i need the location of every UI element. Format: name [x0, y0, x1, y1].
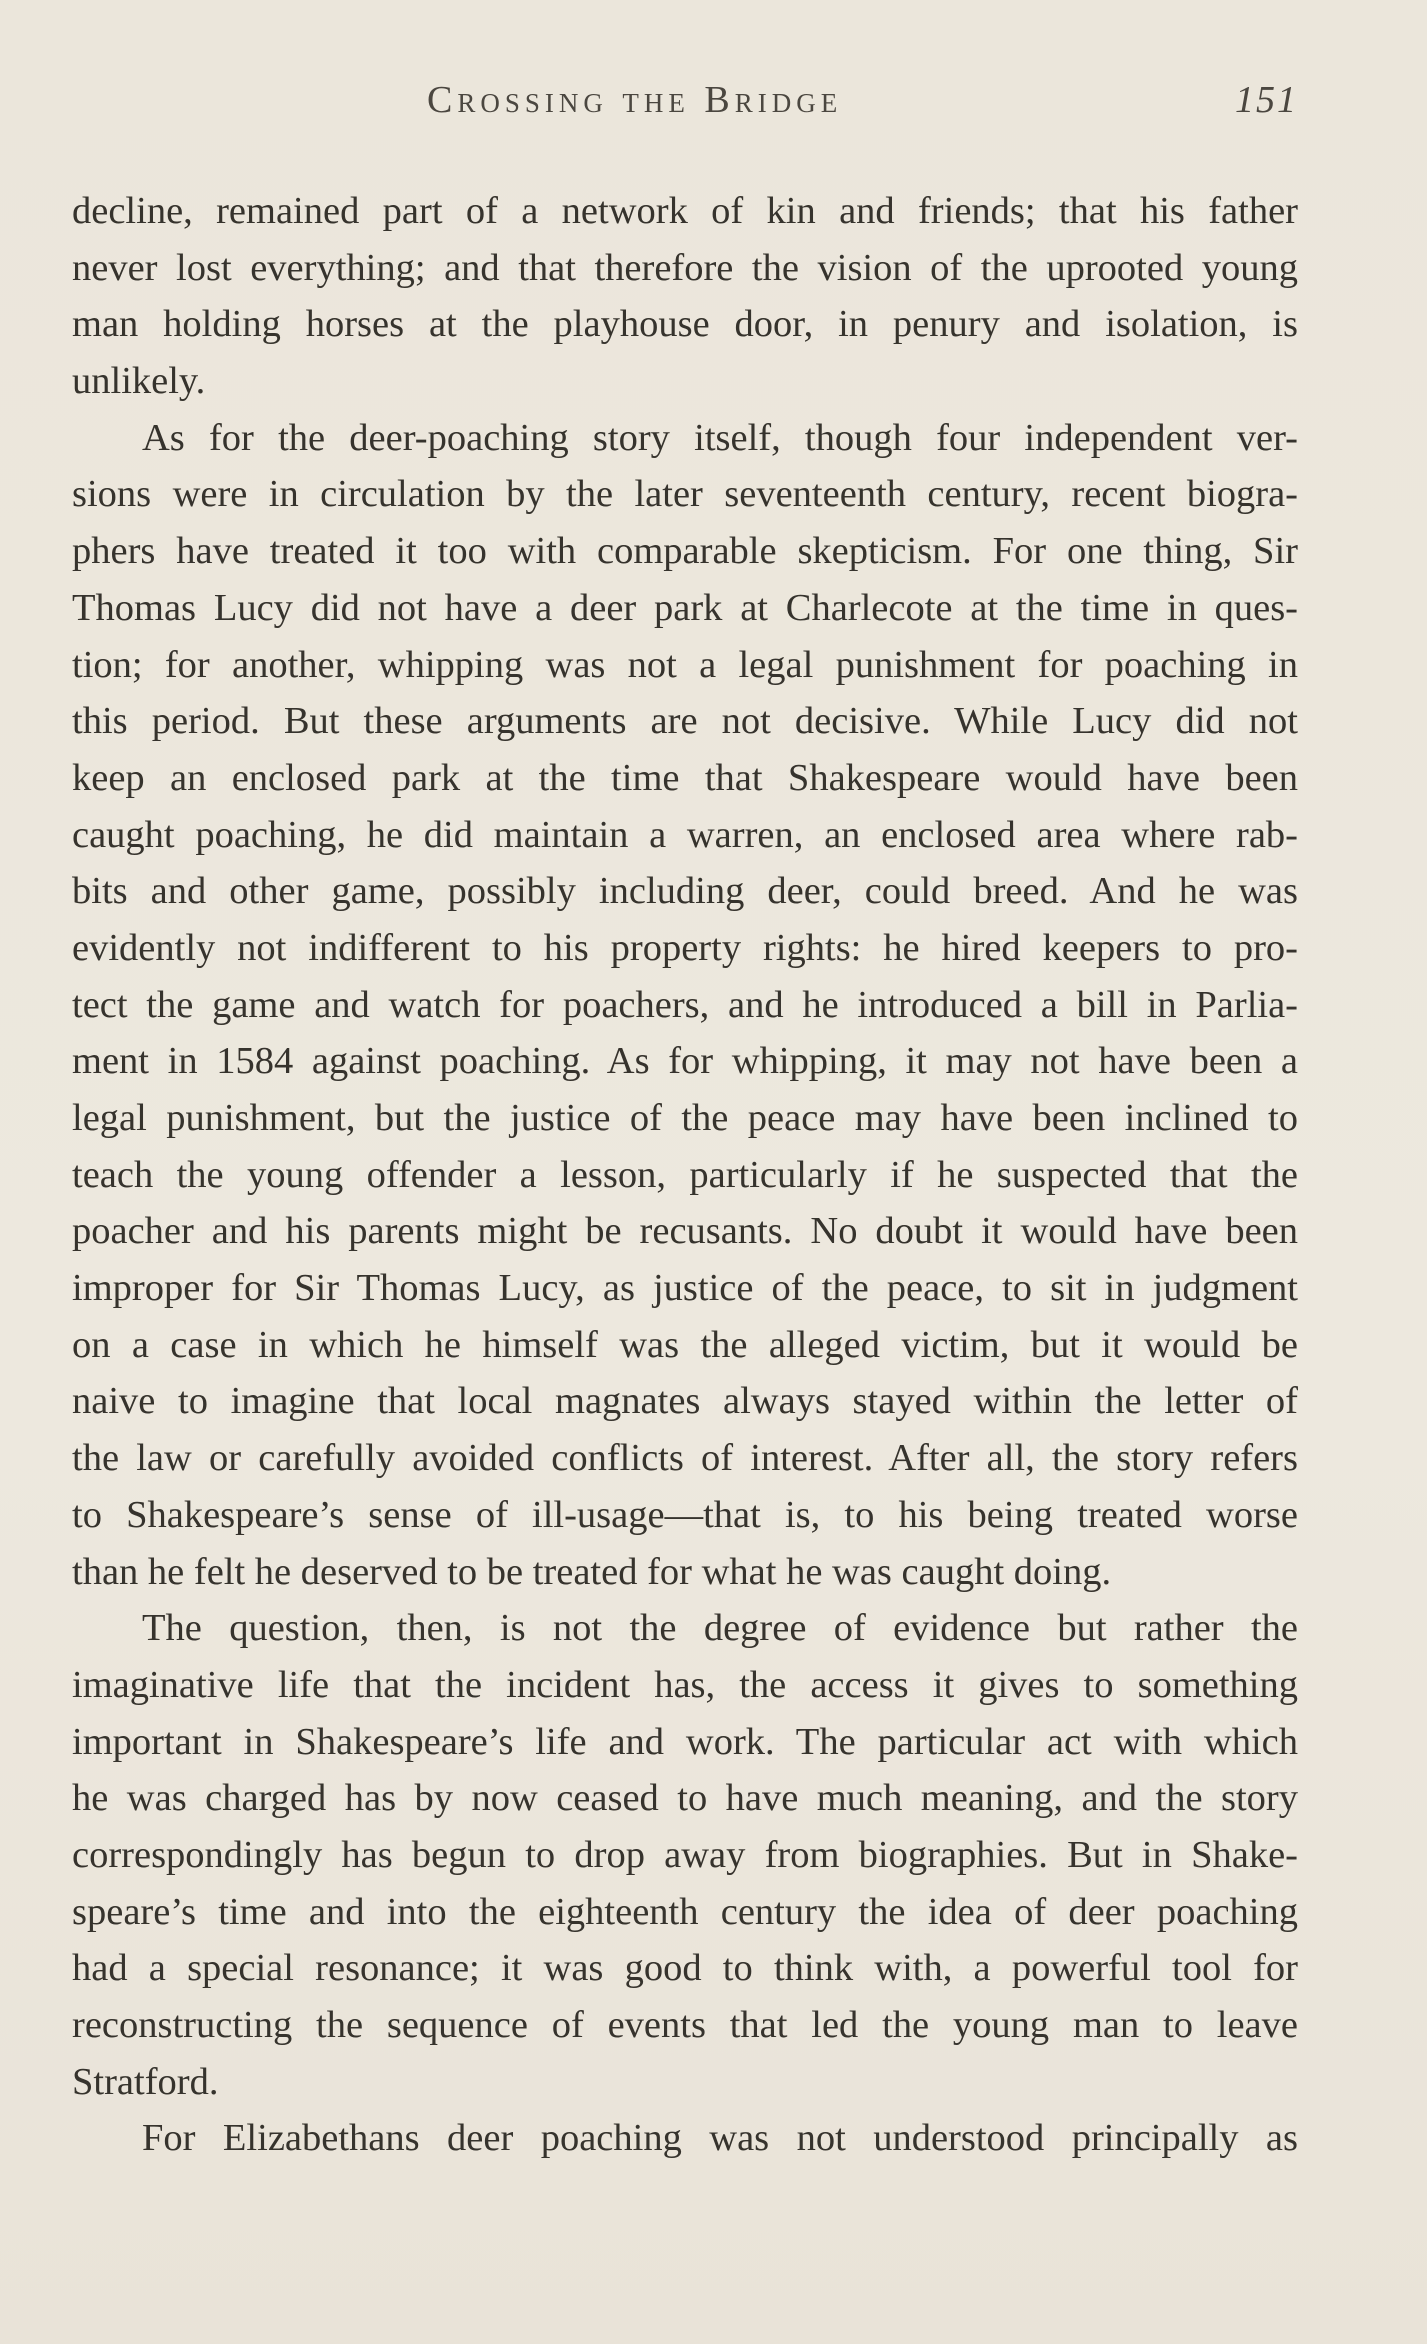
text-line: tect the game and watch for poachers, and he introduced a bill in Parlia-	[72, 983, 1298, 1026]
text-line: tion; for another, whipping was not a legal punishment for poaching in	[72, 643, 1298, 686]
body-text	[72, 183, 1298, 2167]
text-line: unlikely.	[72, 360, 206, 403]
text-line: teach the young offender a lesson, particularly if he suspected that the	[72, 1153, 1298, 1196]
running-head-title: Crossing the Bridge	[427, 79, 843, 121]
text-line: sions were in circulation by the later seventeenth century, recent biogra-	[72, 473, 1298, 516]
text-line: legal punishment, but the justice of the peace may have been inclined to	[72, 1097, 1298, 1139]
text-line: Thomas Lucy did not have a deer park at Charlecote at the time in ques-	[72, 586, 1298, 629]
text-line: on a case in which he himself was the alleged victim, but it would be	[72, 1323, 1298, 1366]
text-line: The question, then, is not the degree of evidence but rather the	[142, 1607, 1298, 1650]
text-line: correspondingly has begun to drop away from biographies. But in Shake-	[72, 1833, 1298, 1876]
text-line: For Elizabethans deer poaching was not understood principally as	[142, 2117, 1298, 2160]
text-line: than he felt he deserved to be treated for what he was caught doing.	[72, 1550, 1112, 1593]
text-line: man holding horses at the playhouse door, in penury and isolation, is	[72, 303, 1298, 346]
text-line: decline, remained part of a network of kin and friends; that his father	[72, 190, 1298, 232]
text-line: important in Shakespeare’s life and work. The particular act with which	[72, 1720, 1298, 1763]
text-line: improper for Sir Thomas Lucy, as justice of the peace, to sit in judgment	[72, 1267, 1298, 1310]
text-line: phers have treated it too with comparable skepticism. For one thing, Sir	[72, 530, 1298, 573]
text-line: bits and other game, possibly including deer, could breed. And he was	[72, 870, 1298, 913]
text-line: As for the deer-poaching story itself, though four independent ver-	[142, 416, 1298, 459]
text-line: imaginative life that the incident has, the access it gives to something	[72, 1663, 1298, 1706]
text-line: reconstructing the sequence of events that led the young man to leave	[72, 2004, 1298, 2046]
page-number: 151	[1235, 79, 1298, 121]
text-line: naive to imagine that local magnates always stayed within the letter of	[72, 1380, 1298, 1423]
text-line: this period. But these arguments are not decisive. While Lucy did not	[72, 700, 1298, 743]
text-line: had a special resonance; it was good to think with, a powerful tool for	[72, 1947, 1298, 1990]
running-head	[72, 78, 1298, 128]
text-line: never lost everything; and that therefore the vision of the uprooted young	[72, 246, 1298, 289]
text-line: he was charged has by now ceased to have much meaning, and the story	[72, 1777, 1298, 1820]
text-line: speare’s time and into the eighteenth century the idea of deer poaching	[72, 1890, 1298, 1933]
text-line: evidently not indifferent to his property rights: he hired keepers to pro-	[72, 926, 1298, 969]
text-line: poacher and his parents might be recusants. No doubt it would have been	[72, 1210, 1298, 1253]
text-line: Stratford.	[72, 2060, 219, 2103]
text-line: keep an enclosed park at the time that Shakespeare would have been	[72, 756, 1298, 799]
text-line: caught poaching, he did maintain a warren, an enclosed area where rab-	[72, 813, 1298, 856]
text-line: the law or carefully avoided conflicts of interest. After all, the story refers	[72, 1437, 1298, 1480]
text-line: ment in 1584 against poaching. As for whipping, it may not have been a	[72, 1040, 1298, 1083]
text-line: to Shakespeare’s sense of ill-usage—that is, to his being treated worse	[72, 1493, 1298, 1536]
